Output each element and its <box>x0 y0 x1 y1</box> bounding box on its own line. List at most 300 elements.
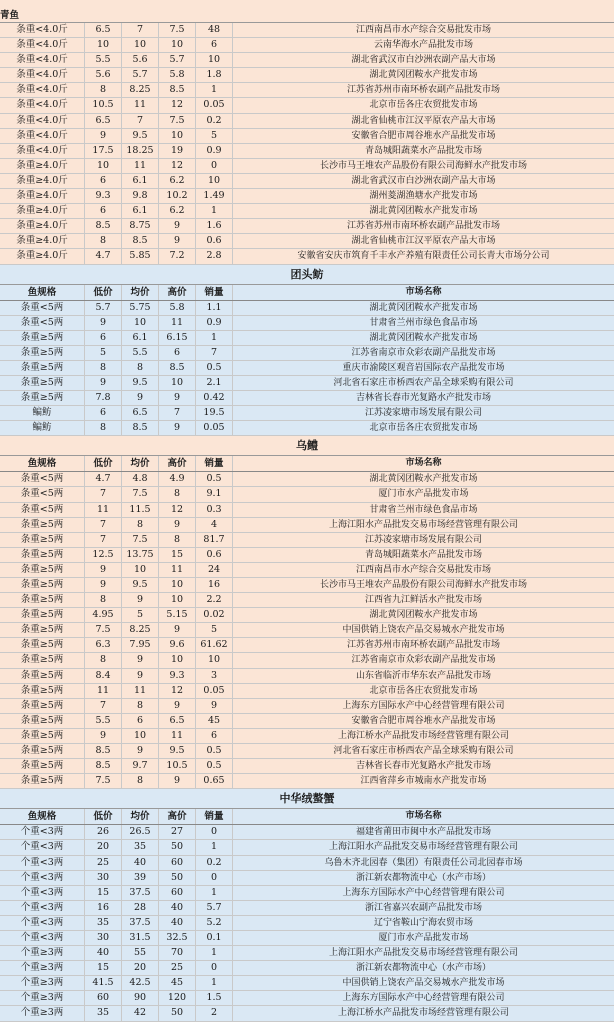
table-cell: 江西南昌市水产综合交易批发市场 <box>232 563 614 577</box>
column-header-spec: 鱼规格 <box>27 286 57 298</box>
table-row <box>0 533 614 548</box>
table-cell: 湖北省武汉市白沙洲农副产品大市场 <box>232 53 614 67</box>
table-cell: 0.2 <box>195 114 232 128</box>
column-header-vol: 销量 <box>195 809 232 824</box>
table-cell: 9.5 <box>158 744 195 758</box>
table-row <box>0 487 614 502</box>
table-cell: 条重≥5两 <box>20 361 64 373</box>
table-cell: 11 <box>121 684 158 698</box>
table-cell: 5.8 <box>158 301 195 315</box>
table-cell: 7.5 <box>121 487 158 501</box>
table-cell: 厦门市水产品批发市场 <box>232 487 614 501</box>
table-cell: 江西省萍乡市城南水产批发市场 <box>232 774 614 788</box>
table-cell: 7 <box>84 533 121 547</box>
table-cell: 30 <box>84 931 121 945</box>
table-cell: 江西省九江鲜活水产批发市场 <box>232 593 614 607</box>
table-cell: 6.2 <box>158 174 195 188</box>
table-row <box>0 608 614 623</box>
table-row <box>0 714 614 729</box>
table-cell: 湖北黄冈团鞍水产批发市场 <box>232 204 614 218</box>
table-cell: 9.5 <box>121 578 158 592</box>
table-cell: 20 <box>121 961 158 975</box>
table-cell: 1 <box>195 976 232 990</box>
table-cell: 50 <box>158 1006 195 1020</box>
table-cell: 8 <box>84 421 121 435</box>
table-row <box>0 961 614 976</box>
table-cell: 4.7 <box>84 249 121 263</box>
table-cell: 0.6 <box>195 234 232 248</box>
table-cell: 120 <box>158 991 195 1005</box>
table-cell: 50 <box>158 840 195 854</box>
table-cell: 条重<5两 <box>20 301 64 313</box>
table-cell: 江苏省苏州市南环桥农副产品批发市场 <box>232 219 614 233</box>
table-cell: 湖北黄冈团鞍水产批发市场 <box>232 301 614 315</box>
table-row <box>0 518 614 533</box>
table-cell: 4.9 <box>158 472 195 486</box>
table-row <box>0 886 614 901</box>
table-cell: 8 <box>84 593 121 607</box>
table-cell: 湖北黄冈团鞍水产批发市场 <box>232 608 614 622</box>
table-cell: 北京市岳各庄农贸批发市场 <box>232 98 614 112</box>
table-row <box>0 38 614 53</box>
table-cell: 8 <box>158 487 195 501</box>
table-cell: 8 <box>84 361 121 375</box>
table-cell: 浙江省嘉兴农副产品批发市场 <box>232 901 614 915</box>
table-cell: 19 <box>158 144 195 158</box>
column-header-avg: 均价 <box>121 809 158 824</box>
table-cell: 湖北黄冈团鞍水产批发市场 <box>232 472 614 486</box>
table-cell: 12 <box>158 684 195 698</box>
table-row <box>0 669 614 684</box>
table-cell: 9.5 <box>121 376 158 390</box>
table-cell: 条重≥4.0斤 <box>16 205 68 217</box>
table-row <box>0 840 614 855</box>
table-cell: 甘肃省兰州市绿色食品市场 <box>232 316 614 330</box>
table-cell: 11 <box>158 563 195 577</box>
table-cell: 个重<3两 <box>20 856 64 868</box>
table-cell: 1.6 <box>195 219 232 233</box>
table-cell: 湖北省仙桃市江汉平原农产品大市场 <box>232 234 614 248</box>
table-cell: 条重<4.0斤 <box>16 54 68 66</box>
table-cell: 江苏凌家塘市场发展有限公司 <box>232 406 614 420</box>
table-cell: 6 <box>158 346 195 360</box>
table-cell: 条重≥5两 <box>20 331 64 343</box>
table-cell: 1.49 <box>195 189 232 203</box>
table-cell: 7.5 <box>121 533 158 547</box>
table-cell: 9 <box>158 421 195 435</box>
table-row <box>0 361 614 376</box>
table-cell: 9.8 <box>121 189 158 203</box>
table-cell: 上海江阳水产品批发交易市场经营管理有限公司 <box>232 518 614 532</box>
table-cell: 安徽省合肥市周谷堆水产品批发市场 <box>232 714 614 728</box>
table-cell: 条重≥5两 <box>20 376 64 388</box>
table-cell: 1 <box>195 204 232 218</box>
table-cell: 条重≥5两 <box>20 669 64 681</box>
table-cell: 上海东方国际水产中心经营管理有限公司 <box>232 699 614 713</box>
table-cell: 8.5 <box>158 83 195 97</box>
table-cell: 8 <box>84 653 121 667</box>
table-cell: 9 <box>158 518 195 532</box>
table-cell: 5 <box>195 129 232 143</box>
table-cell: 1 <box>195 886 232 900</box>
section-title: 中华绒螯蟹 <box>0 789 614 809</box>
table-cell: 0.1 <box>195 931 232 945</box>
table-cell: 条重<5两 <box>20 503 64 515</box>
table-cell: 6.5 <box>158 714 195 728</box>
table-cell: 河北省石家庄市桥西农产品全球采购有限公司 <box>232 376 614 390</box>
table-cell: 25 <box>84 856 121 870</box>
table-cell: 6 <box>195 38 232 52</box>
table-cell: 40 <box>84 946 121 960</box>
section-title: 团头鲂 <box>0 265 614 285</box>
table-cell: 条重≥5两 <box>20 639 64 651</box>
table-row <box>0 114 614 129</box>
table-row <box>0 856 614 871</box>
table-cell: 35 <box>121 840 158 854</box>
table-cell: 5.6 <box>84 68 121 82</box>
table-cell: 5.2 <box>195 916 232 930</box>
table-cell: 上海江桥水产品批发市场经营管理有限公司 <box>232 1006 614 1020</box>
table-cell: 15 <box>84 961 121 975</box>
table-cell: 个重<3两 <box>20 916 64 928</box>
table-cell: 6.1 <box>121 204 158 218</box>
table-cell: 8 <box>121 774 158 788</box>
column-header-avg: 均价 <box>121 456 158 471</box>
table-cell: 8 <box>121 361 158 375</box>
table-cell: 0 <box>195 159 232 173</box>
table-row <box>0 346 614 361</box>
table-cell: 10 <box>195 53 232 67</box>
table-cell: 19.5 <box>195 406 232 420</box>
table-cell: 上海东方国际水产中心经营管理有限公司 <box>232 991 614 1005</box>
table-cell: 鳊鲂 <box>32 407 52 419</box>
table-cell: 8.5 <box>121 234 158 248</box>
table-row <box>0 931 614 946</box>
column-header-low: 低价 <box>84 285 121 300</box>
table-cell: 10 <box>195 653 232 667</box>
table-cell: 9 <box>195 699 232 713</box>
table-cell: 条重≥5两 <box>20 624 64 636</box>
table-cell: 鳊鲂 <box>32 422 52 434</box>
table-row <box>0 53 614 68</box>
table-cell: 条重<5两 <box>20 488 64 500</box>
table-cell: 条重≥5两 <box>20 548 64 560</box>
table-cell: 0.05 <box>195 98 232 112</box>
table-cell: 河北省石家庄市桥西农产品全球采购有限公司 <box>232 744 614 758</box>
table-cell: 9 <box>84 316 121 330</box>
table-cell: 10.2 <box>158 189 195 203</box>
table-row <box>0 593 614 608</box>
table-cell: 条重<4.0斤 <box>16 129 68 141</box>
table-cell: 6.5 <box>121 406 158 420</box>
table-cell: 5.75 <box>121 301 158 315</box>
table-row <box>0 406 614 421</box>
table-cell: 个重<3两 <box>20 886 64 898</box>
table-cell: 2.2 <box>195 593 232 607</box>
table-cell: 6.2 <box>158 204 195 218</box>
table-cell: 60 <box>158 886 195 900</box>
table-cell: 9.1 <box>195 487 232 501</box>
table-cell: 4.7 <box>84 472 121 486</box>
table-cell: 12.5 <box>84 548 121 562</box>
table-cell: 61.62 <box>195 638 232 652</box>
table-cell: 10.5 <box>84 98 121 112</box>
table-cell: 上海江阳水产品批发交易市场经营管理有限公司 <box>232 840 614 854</box>
table-cell: 0.05 <box>195 684 232 698</box>
table-cell: 6 <box>84 406 121 420</box>
table-cell: 10 <box>84 38 121 52</box>
table-cell: 2.1 <box>195 376 232 390</box>
table-cell: 9 <box>84 129 121 143</box>
column-header-market: 市场名称 <box>232 456 614 471</box>
table-cell: 10 <box>121 563 158 577</box>
table-cell: 个重≥3两 <box>20 947 64 959</box>
table-cell: 24 <box>195 563 232 577</box>
table-cell: 5.5 <box>84 714 121 728</box>
table-cell: 条重≥5两 <box>20 346 64 358</box>
table-cell: 个重<3两 <box>20 841 64 853</box>
table-cell: 70 <box>158 946 195 960</box>
table-cell: 20 <box>84 840 121 854</box>
table-cell: 条重<4.0斤 <box>16 24 68 35</box>
table-section <box>0 789 614 1021</box>
table-cell: 9 <box>121 669 158 683</box>
table-cell: 8 <box>84 234 121 248</box>
table-cell: 6 <box>84 204 121 218</box>
table-row <box>0 901 614 916</box>
table-cell: 60 <box>158 856 195 870</box>
table-cell: 26.5 <box>121 825 158 839</box>
table-cell: 1 <box>195 83 232 97</box>
table-cell: 0.5 <box>195 759 232 773</box>
table-cell: 条重<4.0斤 <box>16 39 68 51</box>
table-cell: 个重≥3两 <box>20 977 64 989</box>
table-cell: 7.95 <box>121 638 158 652</box>
table-cell: 8.5 <box>158 361 195 375</box>
column-header-high: 高价 <box>158 456 195 471</box>
table-cell: 山东省临沂市华东农产品批发市场 <box>232 669 614 683</box>
table-cell: 5 <box>195 623 232 637</box>
table-cell: 条重≥5两 <box>20 745 64 757</box>
table-cell: 5.8 <box>158 68 195 82</box>
table-cell: 中国供销上饶农产品交易城水产批发市场 <box>232 976 614 990</box>
table-cell: 5.7 <box>195 901 232 915</box>
column-header-row <box>0 809 614 825</box>
table-cell: 9 <box>158 774 195 788</box>
table-cell: 7 <box>84 487 121 501</box>
table-cell: 湖北省仙桃市江汉平原农产品大市场 <box>232 114 614 128</box>
table-cell: 50 <box>158 871 195 885</box>
table-cell: 条重≥4.0斤 <box>16 159 68 171</box>
table-cell: 9 <box>121 744 158 758</box>
table-cell: 6 <box>84 331 121 345</box>
table-cell: 5.5 <box>121 346 158 360</box>
table-row <box>0 653 614 668</box>
table-section <box>0 436 614 789</box>
table-cell: 江苏省苏州市南环桥农副产品批发市场 <box>232 638 614 652</box>
table-cell: 9.7 <box>121 759 158 773</box>
table-cell: 9 <box>84 578 121 592</box>
table-cell: 7.2 <box>158 249 195 263</box>
table-row <box>0 421 614 436</box>
table-cell: 0 <box>195 871 232 885</box>
table-cell: 1.1 <box>195 301 232 315</box>
table-row <box>0 916 614 931</box>
table-cell: 湖州菱湖渔塘水产批发市场 <box>232 189 614 203</box>
table-row <box>0 699 614 714</box>
table-cell: 35 <box>84 916 121 930</box>
table-row <box>0 23 614 38</box>
table-row <box>0 189 614 204</box>
table-cell: 条重≥5两 <box>20 594 64 606</box>
table-cell: 9.3 <box>84 189 121 203</box>
table-cell: 7.5 <box>158 114 195 128</box>
table-row <box>0 316 614 331</box>
table-row <box>0 744 614 759</box>
table-cell: 42.5 <box>121 976 158 990</box>
table-cell: 5 <box>121 608 158 622</box>
table-cell: 9 <box>84 729 121 743</box>
table-cell: 浙江新农都物流中心（水产市场） <box>232 871 614 885</box>
table-cell: 条重<5两 <box>20 316 64 328</box>
table-cell: 6.5 <box>84 23 121 37</box>
table-cell: 重庆市渝陵区观音岩国际农产品批发市场 <box>232 361 614 375</box>
table-cell: 条重≥5两 <box>20 699 64 711</box>
table-cell: 10 <box>158 376 195 390</box>
table-cell: 5.7 <box>158 53 195 67</box>
table-cell: 13.75 <box>121 548 158 562</box>
table-cell: 北京市岳各庄农贸批发市场 <box>232 421 614 435</box>
table-cell: 18.25 <box>121 144 158 158</box>
table-cell: 7.5 <box>84 774 121 788</box>
table-row <box>0 871 614 886</box>
table-cell: 8 <box>84 83 121 97</box>
table-cell: 5.5 <box>84 53 121 67</box>
table-cell: 40 <box>158 901 195 915</box>
table-cell: 10.5 <box>158 759 195 773</box>
table-cell: 5.15 <box>158 608 195 622</box>
table-cell: 5 <box>84 346 121 360</box>
table-cell: 0.65 <box>195 774 232 788</box>
table-cell: 41.5 <box>84 976 121 990</box>
table-cell: 条重<5两 <box>20 473 64 485</box>
table-cell: 7.8 <box>84 391 121 405</box>
table-cell: 60 <box>84 991 121 1005</box>
table-cell: 15 <box>84 886 121 900</box>
table-cell: 0 <box>195 961 232 975</box>
table-cell: 11 <box>84 503 121 517</box>
table-cell: 江苏凌家塘市场发展有限公司 <box>232 533 614 547</box>
table-cell: 吉林省长春市光复路水产批发市场 <box>232 759 614 773</box>
table-cell: 2.8 <box>195 249 232 263</box>
table-row <box>0 301 614 316</box>
table-cell: 安徽省合肥市周谷堆水产品批发市场 <box>232 129 614 143</box>
table-cell: 1.8 <box>195 68 232 82</box>
table-cell: 上海东方国际水产中心经营管理有限公司 <box>232 886 614 900</box>
table-cell: 7 <box>121 23 158 37</box>
table-cell: 0.05 <box>195 421 232 435</box>
table-cell: 11 <box>158 316 195 330</box>
table-cell: 4 <box>195 518 232 532</box>
table-row <box>0 204 614 219</box>
table-cell: 0.6 <box>195 548 232 562</box>
table-cell: 12 <box>158 98 195 112</box>
table-cell: 长沙市马王堆农产品股份有限公司海鲜水产批发市场 <box>232 578 614 592</box>
table-cell: 厦门市水产品批发市场 <box>232 931 614 945</box>
table-cell: 条重≥4.0斤 <box>16 250 68 262</box>
table-cell: 0 <box>195 825 232 839</box>
table-cell: 条重≥5两 <box>20 760 64 772</box>
table-cell: 条重<4.0斤 <box>16 144 68 156</box>
column-header-spec: 鱼规格 <box>27 458 57 470</box>
table-cell: 31.5 <box>121 931 158 945</box>
table-cell: 云南华海水产品批发市场 <box>232 38 614 52</box>
table-cell: 条重≥4.0斤 <box>16 220 68 232</box>
table-cell: 条重≥5两 <box>20 775 64 787</box>
table-cell: 条重≥5两 <box>20 714 64 726</box>
table-row <box>0 68 614 83</box>
table-cell: 条重≥5两 <box>20 518 64 530</box>
table-cell: 6.5 <box>84 114 121 128</box>
table-cell: 27 <box>158 825 195 839</box>
table-cell: 9 <box>121 593 158 607</box>
table-cell: 湖北省武汉市白沙洲农副产品大市场 <box>232 174 614 188</box>
table-cell: 26 <box>84 825 121 839</box>
table-cell: 8 <box>121 699 158 713</box>
column-header-high: 高价 <box>158 285 195 300</box>
table-cell: 0.42 <box>195 391 232 405</box>
table-cell: 40 <box>158 916 195 930</box>
table-cell: 42 <box>121 1006 158 1020</box>
table-cell: 4.8 <box>121 472 158 486</box>
table-cell: 45 <box>158 976 195 990</box>
table-row <box>0 684 614 699</box>
table-cell: 10 <box>195 174 232 188</box>
table-cell: 25 <box>158 961 195 975</box>
table-cell: 个重<3两 <box>20 871 64 883</box>
section-title: 青鱼 <box>0 0 614 23</box>
table-cell: 10 <box>158 593 195 607</box>
table-cell: 上海江桥水产品批发市场经营管理有限公司 <box>232 729 614 743</box>
table-cell: 9.5 <box>121 129 158 143</box>
table-row <box>0 98 614 113</box>
table-row <box>0 234 614 249</box>
table-cell: 11 <box>158 729 195 743</box>
table-cell: 个重≥3两 <box>20 1007 64 1019</box>
table-cell: 37.5 <box>121 916 158 930</box>
table-cell: 7.5 <box>158 23 195 37</box>
table-section <box>0 0 614 265</box>
table-cell: 湖北黄冈团鞍水产批发市场 <box>232 331 614 345</box>
table-cell: 辽宁省鞍山宁海农贸市场 <box>232 916 614 930</box>
table-cell: 0.9 <box>195 144 232 158</box>
table-cell: 0.5 <box>195 472 232 486</box>
table-cell: 5.85 <box>121 249 158 263</box>
table-cell: 条重<4.0斤 <box>16 114 68 126</box>
table-cell: 条重<4.0斤 <box>16 69 68 81</box>
table-row <box>0 825 614 840</box>
table-cell: 7.5 <box>84 623 121 637</box>
table-cell: 5.7 <box>121 68 158 82</box>
column-header-vol: 销量 <box>195 456 232 471</box>
table-cell: 15 <box>158 548 195 562</box>
table-cell: 4.95 <box>84 608 121 622</box>
table-cell: 条重≥5两 <box>20 729 64 741</box>
table-cell: 8.25 <box>121 623 158 637</box>
table-cell: 1 <box>195 331 232 345</box>
table-row <box>0 578 614 593</box>
table-cell: 个重≥3两 <box>20 962 64 974</box>
